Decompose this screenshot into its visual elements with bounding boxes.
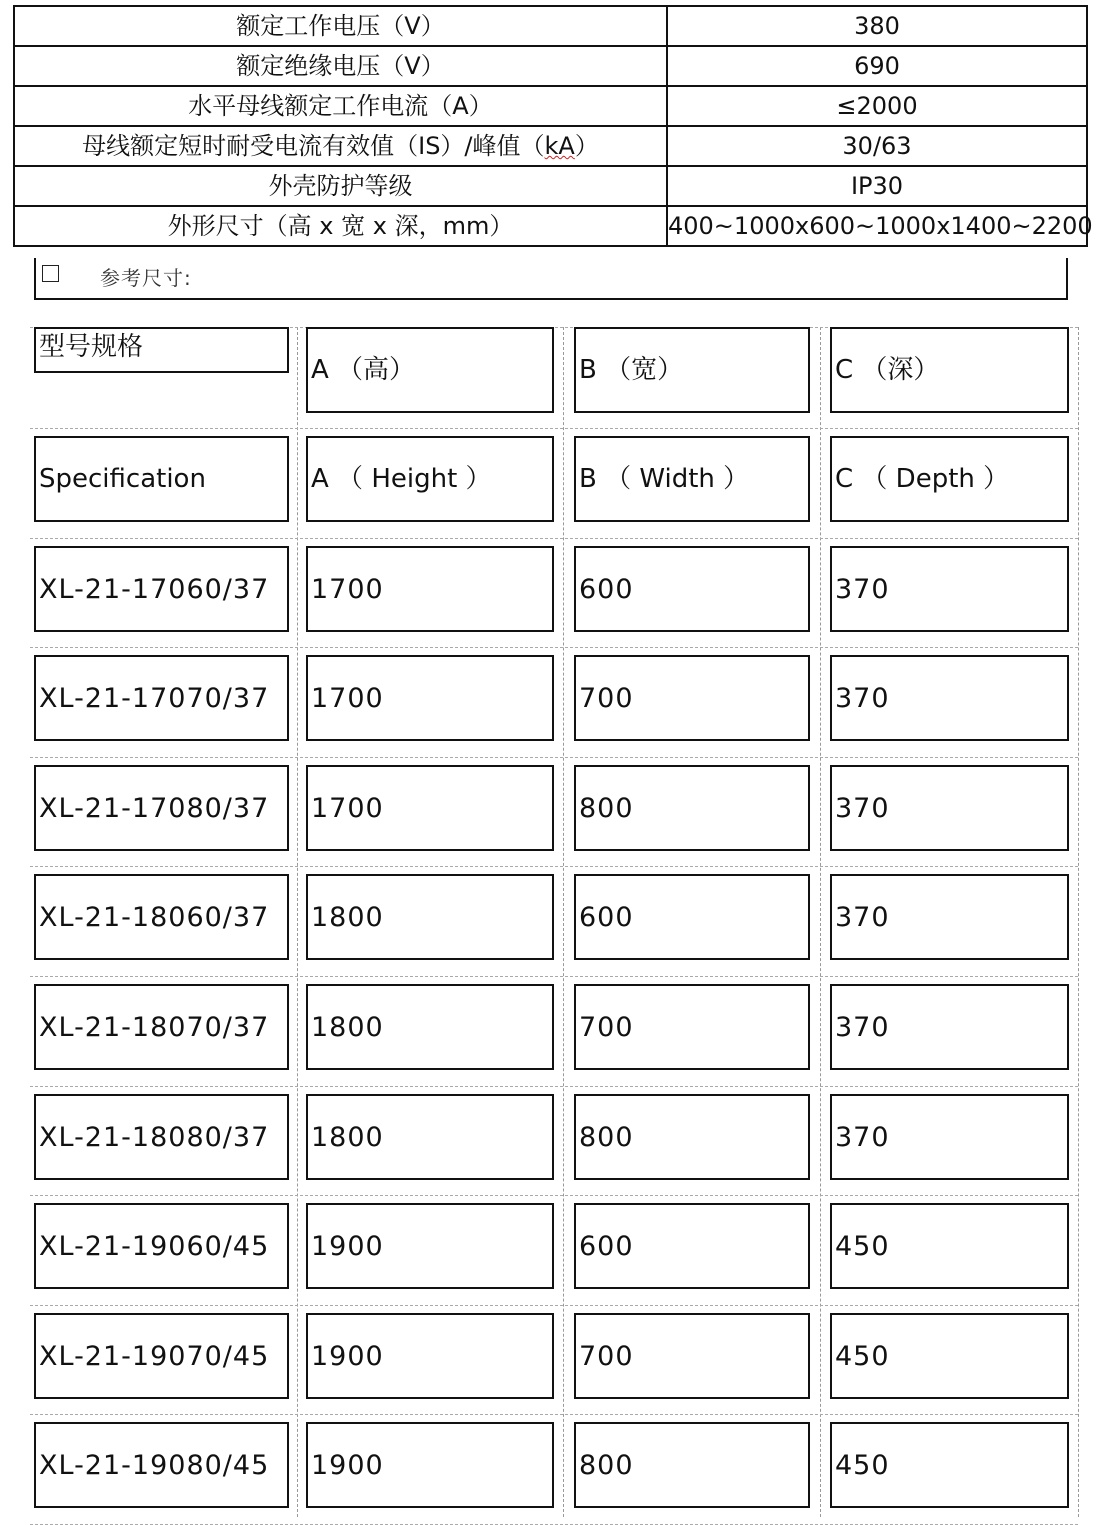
model-cell: XL-21-18070/37 (34, 984, 289, 1070)
dimension-cell: 370 (830, 984, 1069, 1070)
dimension-cell: 800 (574, 765, 810, 851)
grid-line (30, 1195, 1078, 1196)
grid-line (30, 1305, 1078, 1306)
model-cell: XL-21-17080/37 (34, 765, 289, 851)
spec-param-cell: 水平母线额定工作电流（A） (14, 86, 667, 126)
header-cell-cn: B （宽） (574, 327, 810, 413)
model-cell: XL-21-18060/37 (34, 874, 289, 960)
dimension-cell: 370 (830, 874, 1069, 960)
grid-line (30, 538, 1078, 539)
grid-line (820, 327, 821, 1517)
spec-value-cell: 30/63 (667, 126, 1087, 166)
dimension-cell: 1800 (306, 874, 554, 960)
spec-value-cell: IP30 (667, 166, 1087, 206)
spec-value-cell: 400~1000x600~1000x1400~2200 (667, 206, 1087, 246)
dimension-cell: 450 (830, 1203, 1069, 1289)
spell-check-underlined-unit: kA (544, 132, 575, 160)
spec-value-cell: ≤2000 (667, 86, 1087, 126)
model-cell: XL-21-19070/45 (34, 1313, 289, 1399)
spec-param-text: 母线额定短时耐受电流有效值（IS）/峰值（ (82, 132, 545, 160)
model-cell: XL-21-18080/37 (34, 1094, 289, 1180)
header-cell-en: Specification (34, 436, 289, 522)
spec-param-cell: 额定工作电压（V） (14, 6, 667, 46)
grid-line (563, 327, 564, 1517)
header-cell-en: A （ Height ） (306, 436, 554, 522)
dimension-cell: 1800 (306, 1094, 554, 1180)
header-cell-en: C （ Depth ） (830, 436, 1069, 522)
dimension-cell: 450 (830, 1422, 1069, 1508)
dimension-cell: 370 (830, 765, 1069, 851)
spec-param-cell: 外形尺寸（高 x 宽 x 深，mm） (14, 206, 667, 246)
model-cell: XL-21-17060/37 (34, 546, 289, 632)
dimension-cell: 1900 (306, 1422, 554, 1508)
spec-param-cell: 额定绝缘电压（V） (14, 46, 667, 86)
dimension-cell: 800 (574, 1094, 810, 1180)
dimension-cell: 1700 (306, 546, 554, 632)
dimension-cell: 600 (574, 874, 810, 960)
spec-param-text-end: ） (574, 132, 599, 160)
spec-value-cell: 380 (667, 6, 1087, 46)
dimension-cell: 1700 (306, 655, 554, 741)
grid-line (30, 1086, 1078, 1087)
dimension-cell: 700 (574, 1313, 810, 1399)
header-cell-cn: A （高） (306, 327, 554, 413)
grid-line (30, 647, 1078, 648)
dimension-cell: 1900 (306, 1203, 554, 1289)
grid-line (30, 1414, 1078, 1415)
grid-line (30, 757, 1078, 758)
grid-line (30, 976, 1078, 977)
reference-size-label: 参考尺寸: (100, 266, 192, 290)
grid-line (30, 428, 1078, 429)
grid-line (1078, 327, 1079, 1517)
dimension-cell: 700 (574, 984, 810, 1070)
spec-param-cell: 外壳防护等级 (14, 166, 667, 206)
header-cell-en: B （ Width ） (574, 436, 810, 522)
dimension-cell: 370 (830, 655, 1069, 741)
dimension-cell: 1700 (306, 765, 554, 851)
dimension-cell: 450 (830, 1313, 1069, 1399)
dimension-cell: 1800 (306, 984, 554, 1070)
header-cell-cn: C （深） (830, 327, 1069, 413)
dimension-cell: 700 (574, 655, 810, 741)
model-cell: XL-21-17070/37 (34, 655, 289, 741)
dimension-cell: 600 (574, 1203, 810, 1289)
header-cell-cn: 型号规格 (34, 327, 289, 373)
dimension-cell: 600 (574, 546, 810, 632)
dimension-cell: 1900 (306, 1313, 554, 1399)
grid-line (297, 327, 298, 1517)
dimension-cell: 800 (574, 1422, 810, 1508)
dimension-cell: 370 (830, 546, 1069, 632)
model-cell: XL-21-19080/45 (34, 1422, 289, 1508)
model-cell: XL-21-19060/45 (34, 1203, 289, 1289)
spec-value-cell: 690 (667, 46, 1087, 86)
dimension-cell: 370 (830, 1094, 1069, 1180)
grid-line (30, 866, 1078, 867)
